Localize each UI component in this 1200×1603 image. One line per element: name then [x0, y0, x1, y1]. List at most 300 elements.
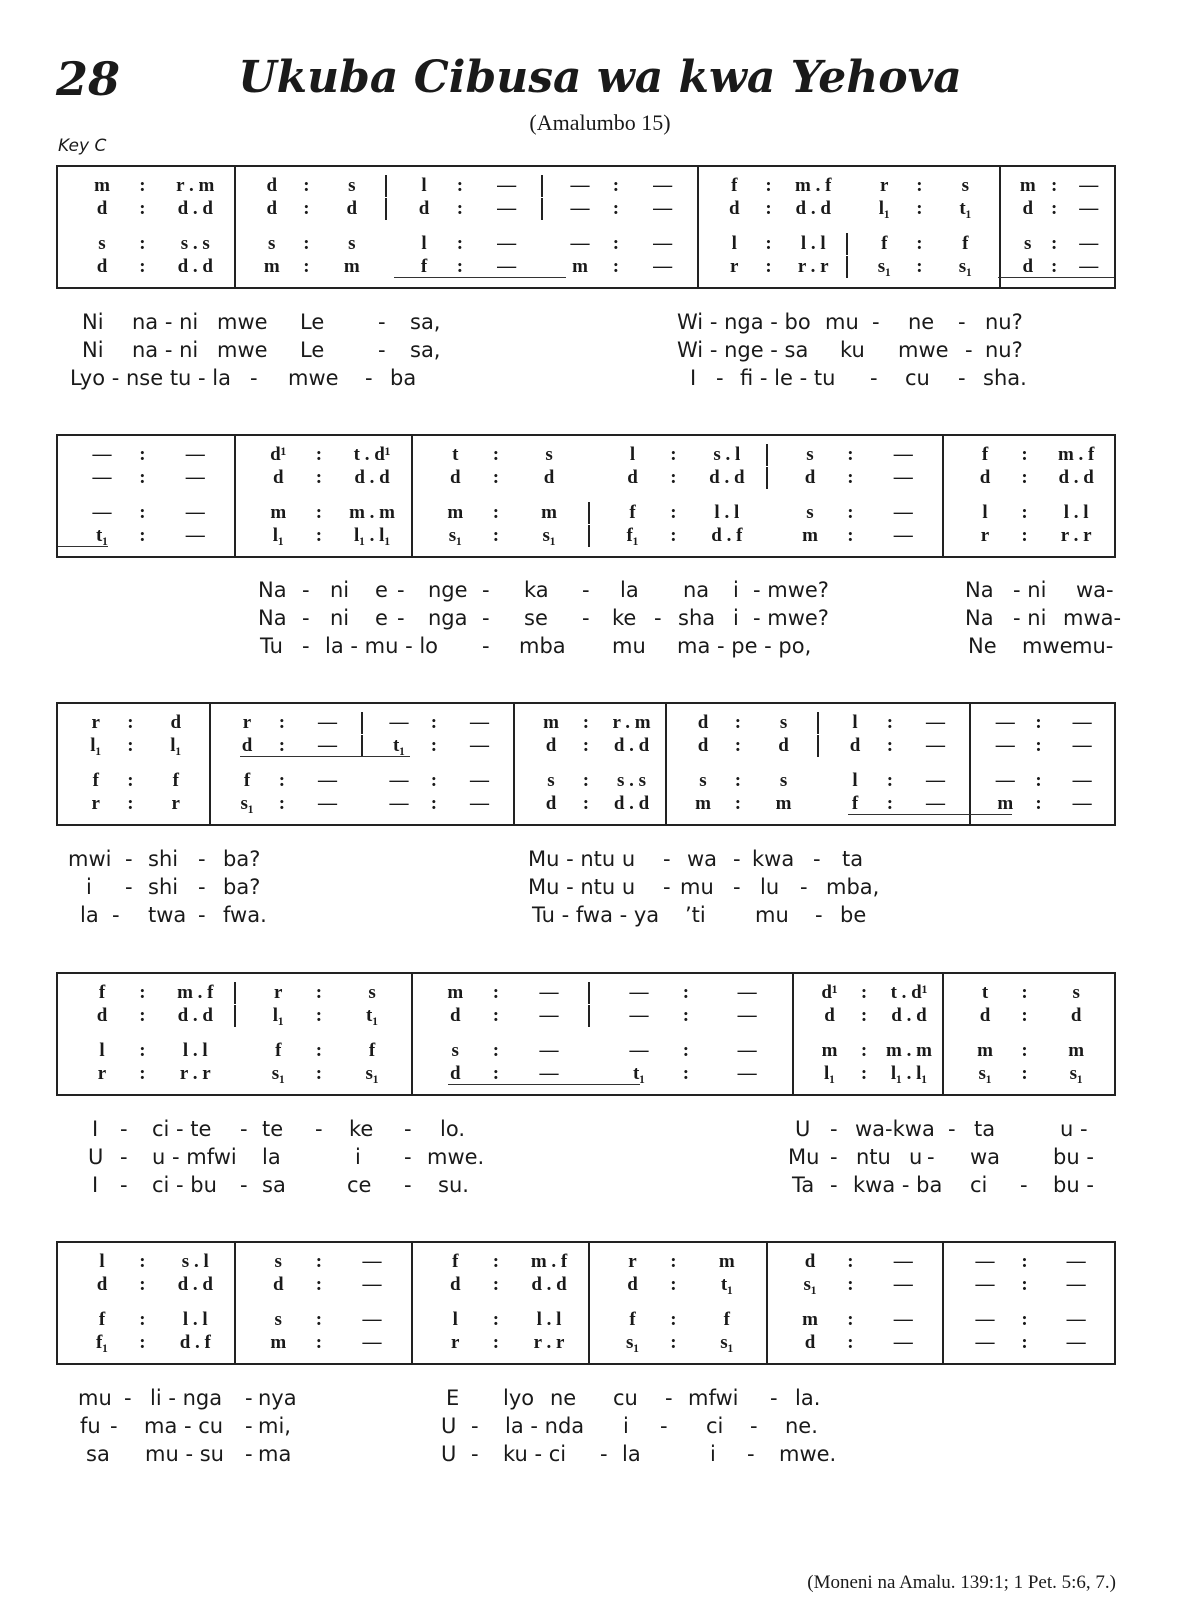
note: m . m	[349, 502, 395, 523]
lyric-syllable: mwe	[288, 366, 339, 390]
note: m . m	[886, 1040, 932, 1061]
lyric-syllable: ba?	[223, 847, 261, 871]
beat-colon: :	[670, 1251, 677, 1272]
lyric-syllable: nge	[428, 578, 468, 602]
note: l . l	[182, 1040, 208, 1061]
lyric-syllable: mfwi	[688, 1386, 739, 1410]
lyric-syllable: i	[733, 606, 739, 630]
note: f	[452, 1251, 459, 1272]
note: r	[242, 712, 252, 733]
lyric-syllable: -	[302, 606, 310, 630]
lyric-syllable: ku - ci	[503, 1442, 567, 1466]
lyric-syllable: Le	[300, 338, 325, 362]
beat-colon: :	[303, 233, 310, 254]
lyric-syllable: I	[92, 1117, 99, 1141]
lyric-syllable: -	[198, 847, 206, 871]
note: d . d	[613, 793, 650, 814]
note: d . d	[709, 467, 745, 488]
note: l₁	[878, 198, 890, 219]
lyric-syllable: ’ti	[685, 903, 706, 927]
note: d	[96, 198, 108, 219]
note: f	[98, 982, 106, 1003]
beat-colon: :	[139, 502, 146, 523]
lyric-syllable: mi,	[258, 1414, 291, 1438]
note: s	[806, 444, 814, 465]
beat-colon: :	[682, 982, 690, 1003]
lyric-syllable: -	[404, 1145, 412, 1169]
lyric-syllable: Tu	[260, 634, 283, 658]
lyric-syllable: mwa-	[1063, 606, 1122, 630]
beat-colon: :	[278, 712, 286, 733]
key-signature: Key C	[58, 136, 107, 156]
lyric-syllable: -	[482, 578, 490, 602]
note: t . d¹	[353, 444, 391, 465]
lyric-syllable: sha	[678, 606, 716, 630]
beat-colon: :	[278, 793, 286, 814]
held-note-underline	[58, 546, 108, 547]
lyric-syllable: mwe	[217, 310, 268, 334]
sol-fa-system	[56, 165, 1116, 289]
beat-colon: :	[847, 1332, 854, 1353]
note: d . d	[1058, 467, 1094, 488]
note: l	[99, 1251, 105, 1272]
lyric-syllable: -	[813, 847, 821, 871]
lyric-syllable: li - nga	[150, 1386, 223, 1410]
note: —	[926, 712, 946, 733]
lyric-syllable: -	[747, 1442, 755, 1466]
note: l	[852, 770, 858, 791]
beat-colon: :	[682, 1005, 690, 1026]
note: s . l	[181, 1251, 209, 1272]
note: l . l	[536, 1309, 562, 1330]
lyric-syllable: ci - bu	[152, 1173, 217, 1197]
note: m	[447, 502, 464, 523]
lyric-syllable: -	[125, 847, 133, 871]
beat-colon: :	[682, 1063, 690, 1084]
note: —	[318, 735, 338, 756]
note: d	[272, 1274, 284, 1295]
note: s	[1024, 233, 1032, 254]
lyric-syllable: ma - cu	[144, 1414, 224, 1438]
lyric-syllable: ne.	[785, 1414, 818, 1438]
note: m	[802, 525, 818, 546]
note: f	[98, 1309, 106, 1330]
note: —	[737, 982, 757, 1003]
beat-colon: :	[139, 467, 146, 488]
note: —	[975, 1251, 995, 1272]
beat-colon: :	[430, 793, 438, 814]
lyric-syllable: -	[582, 578, 590, 602]
beat-colon: :	[492, 1251, 500, 1272]
note: l . l	[800, 233, 826, 254]
note: —	[893, 502, 913, 523]
beat-colon: :	[139, 1040, 146, 1061]
lyric-syllable: mwe	[898, 338, 949, 362]
note: r	[97, 1063, 107, 1084]
beat-colon: :	[1021, 1274, 1028, 1295]
note: d	[1022, 198, 1034, 219]
beat-colon: :	[1051, 175, 1058, 196]
lyric-syllable: mba	[519, 634, 566, 658]
beat-colon: :	[492, 467, 500, 488]
beat-colon: :	[612, 175, 620, 196]
lyric-syllable: cu	[905, 366, 930, 390]
beat-colon: :	[139, 982, 146, 1003]
note: —	[362, 1309, 382, 1330]
lyric-syllable: -	[112, 903, 120, 927]
note: m	[1019, 175, 1036, 196]
lyric-syllable: -	[397, 606, 405, 630]
sol-fa-system	[56, 702, 1116, 826]
note: —	[539, 1063, 559, 1084]
lyric-syllable: I	[92, 1173, 99, 1197]
beat-colon: :	[1021, 525, 1028, 546]
beat-colon: :	[1021, 1005, 1028, 1026]
lyric-syllable: ci - te	[152, 1117, 212, 1141]
note: —	[185, 467, 205, 488]
lyric-syllable: ni	[330, 606, 350, 630]
note: t₁	[959, 198, 972, 219]
beat-colon: :	[139, 1274, 146, 1295]
note: l	[982, 502, 988, 523]
note: l₁	[272, 1005, 284, 1026]
note: —	[737, 1040, 757, 1061]
note: —	[470, 793, 490, 814]
note: l₁ . l₁	[353, 525, 391, 546]
beat-colon: :	[139, 1063, 146, 1084]
beat-colon: :	[886, 735, 894, 756]
beat-colon: :	[139, 175, 146, 196]
note: t₁	[392, 735, 406, 756]
beat-colon: :	[612, 198, 620, 219]
note: —	[470, 770, 490, 791]
lyric-syllable: i	[623, 1414, 629, 1438]
note: d	[627, 467, 638, 488]
lyric-syllable: lo.	[440, 1117, 465, 1141]
note: —	[318, 793, 338, 814]
beat-colon: :	[670, 525, 677, 546]
lyric-syllable: -	[663, 847, 671, 871]
note: —	[389, 793, 409, 814]
lyric-syllable: twa	[148, 903, 187, 927]
note: s	[274, 1309, 282, 1330]
note: f	[881, 233, 888, 254]
note: d	[1022, 256, 1034, 277]
beat-colon: :	[492, 982, 500, 1003]
lyric-syllable: mwe	[1022, 634, 1073, 658]
note: l	[731, 233, 737, 254]
lyric-syllable: i	[733, 578, 739, 602]
lyric-syllable: la	[620, 578, 639, 602]
held-note-underline	[394, 277, 566, 278]
lyric-syllable: la.	[795, 1386, 821, 1410]
lyric-syllable: -	[1020, 1173, 1028, 1197]
note: —	[926, 770, 946, 791]
beat-colon: :	[1021, 1251, 1028, 1272]
note: m	[802, 1309, 818, 1330]
lyric-syllable: nu?	[985, 310, 1023, 334]
lyric-syllable: bu -	[1053, 1145, 1094, 1169]
note: d	[96, 1274, 108, 1295]
note: d	[449, 1274, 461, 1295]
beat-colon: :	[886, 770, 894, 791]
note: t₁	[720, 1274, 733, 1295]
lyric-syllable: Na	[965, 606, 994, 630]
note: r	[451, 1332, 460, 1353]
note: s₁	[958, 256, 972, 277]
beat-colon: :	[916, 198, 923, 219]
lyric-syllable: -	[927, 1145, 935, 1169]
note: s	[268, 233, 276, 254]
note: d	[545, 793, 557, 814]
beat-colon: :	[916, 175, 923, 196]
note: f	[92, 770, 99, 791]
beat-colon: :	[860, 1040, 868, 1061]
lyric-syllable: ma	[258, 1442, 292, 1466]
beat-colon: :	[582, 793, 590, 814]
note: s	[368, 982, 376, 1003]
note: d	[979, 467, 991, 488]
lyric-syllable: la - mu - lo	[325, 634, 439, 658]
note: f	[629, 1309, 636, 1330]
lyric-syllable: -	[302, 578, 310, 602]
note: d	[545, 735, 557, 756]
note: d . f	[179, 1332, 211, 1353]
lyric-syllable: -	[750, 1414, 758, 1438]
note: —	[995, 770, 1015, 791]
beat-colon: :	[847, 467, 854, 488]
note: —	[570, 233, 590, 254]
note: m	[263, 256, 280, 277]
beat-colon: :	[456, 256, 464, 277]
lyric-syllable: U	[795, 1117, 811, 1141]
note: f₁	[626, 525, 639, 546]
note: —	[893, 467, 913, 488]
note: l	[852, 712, 858, 733]
beat-colon: :	[127, 793, 134, 814]
lyric-syllable: wa	[687, 847, 718, 871]
note: —	[1072, 712, 1092, 733]
lyric-syllable: mwi	[68, 847, 112, 871]
note: f	[731, 175, 738, 196]
beat-colon: :	[430, 770, 438, 791]
note: —	[470, 712, 490, 733]
beat-colon: :	[1021, 982, 1028, 1003]
note: m	[775, 793, 792, 814]
note: d . d	[531, 1274, 567, 1295]
beat-colon: :	[315, 982, 323, 1003]
note: m	[572, 256, 588, 277]
beat-colon: :	[139, 256, 146, 277]
beat-colon: :	[765, 256, 772, 277]
note: —	[539, 982, 559, 1003]
note: s₁	[271, 1063, 285, 1084]
lyric-syllable: -	[120, 1145, 128, 1169]
note: d	[449, 467, 461, 488]
lyric-syllable: ke	[612, 606, 637, 630]
note: d	[449, 1005, 461, 1026]
lyric-syllable: Wi - nge - sa	[677, 338, 809, 362]
lyric-syllable: nga	[428, 606, 468, 630]
note: d	[346, 198, 358, 219]
beat-colon: :	[1035, 793, 1042, 814]
beat-colon: :	[670, 1274, 677, 1295]
beat-colon: :	[860, 1005, 868, 1026]
note: —	[893, 525, 913, 546]
note: f	[368, 1040, 376, 1061]
beat-colon: :	[670, 1332, 677, 1353]
note: m	[997, 793, 1014, 814]
note: s . l	[713, 444, 741, 465]
lyric-syllable: shi	[148, 875, 179, 899]
note: —	[497, 198, 517, 219]
note: d	[697, 735, 709, 756]
lyric-syllable: sha.	[983, 366, 1027, 390]
note: l₁	[824, 1063, 835, 1084]
note: f	[723, 1309, 730, 1330]
beat-colon: :	[1021, 1040, 1028, 1061]
note: t	[981, 982, 989, 1003]
lyric-syllable: -	[482, 606, 490, 630]
note: s₁	[240, 793, 254, 814]
note: r . m	[176, 175, 215, 196]
note: s₁	[877, 256, 891, 277]
beat-colon: :	[847, 1274, 854, 1295]
lyric-syllable: - ni	[1013, 606, 1047, 630]
note: l	[421, 175, 427, 196]
lyric-syllable: U	[88, 1145, 104, 1169]
note: l	[452, 1309, 458, 1330]
lyric-syllable: lu	[760, 875, 780, 899]
note: r . r	[533, 1332, 565, 1353]
note: —	[362, 1332, 382, 1353]
lyric-syllable: ne	[550, 1386, 577, 1410]
lyric-syllable: -	[245, 1386, 253, 1410]
note: —	[653, 175, 673, 196]
song-subtitle: (Amalumbo 15)	[529, 110, 671, 135]
lyric-syllable: -	[965, 338, 973, 362]
note: —	[893, 1251, 913, 1272]
note: r	[171, 793, 180, 814]
note: s	[348, 233, 356, 254]
beat-colon: :	[860, 982, 868, 1003]
lyric-syllable: kwa - ba	[853, 1173, 943, 1197]
lyric-syllable: na - ni	[132, 310, 199, 334]
lyric-syllable: -	[471, 1414, 479, 1438]
note: m	[343, 256, 360, 277]
lyric-syllable: -	[240, 1117, 248, 1141]
lyric-syllable: Mu - ntu u	[528, 847, 636, 871]
note: s . s	[617, 770, 647, 791]
lyric-syllable: mu	[825, 310, 859, 334]
beat-colon: :	[127, 735, 134, 756]
beat-colon: :	[886, 793, 894, 814]
lyric-syllable: ci	[970, 1173, 988, 1197]
note: s	[1072, 982, 1080, 1003]
note: m	[94, 175, 110, 196]
beat-colon: :	[430, 712, 438, 733]
note: s	[451, 1040, 459, 1061]
note: f₁	[95, 1332, 109, 1353]
lyric-syllable: -	[120, 1173, 128, 1197]
note: —	[653, 198, 673, 219]
lyric-syllable: fu	[80, 1414, 101, 1438]
note: —	[1072, 770, 1092, 791]
lyric-syllable: te	[262, 1117, 284, 1141]
lyric-syllable: wa-	[1076, 578, 1114, 602]
note: —	[92, 467, 112, 488]
note: s	[545, 444, 553, 465]
note: m . f	[177, 982, 214, 1003]
note: s	[961, 175, 970, 196]
note: d	[979, 1005, 991, 1026]
lyric-syllable: la - nda	[505, 1414, 585, 1438]
beat-colon: :	[847, 444, 854, 465]
lyric-syllable: -	[404, 1173, 412, 1197]
lyric-syllable: mu - su	[145, 1442, 224, 1466]
note: d	[266, 198, 278, 219]
lyric-syllable: shi	[148, 847, 179, 871]
note: —	[362, 1274, 382, 1295]
note: s₁	[542, 525, 556, 546]
lyric-syllable: Na	[965, 578, 994, 602]
note: —	[497, 256, 517, 277]
beat-colon: :	[492, 444, 500, 465]
note: t₁	[632, 1063, 646, 1084]
lyric-syllable: mu	[755, 903, 789, 927]
lyric-syllable: -	[663, 875, 671, 899]
note: m	[718, 1251, 735, 1272]
lyric-syllable: ne	[908, 310, 935, 334]
beat-colon: :	[315, 1309, 323, 1330]
beat-colon: :	[278, 770, 286, 791]
lyric-syllable: mu	[78, 1386, 112, 1410]
lyric-syllable: ku	[840, 338, 865, 362]
note: f	[275, 1040, 282, 1061]
note: l₁	[272, 525, 284, 546]
note: r . r	[797, 256, 829, 277]
lyric-syllable: ta	[842, 847, 864, 871]
lyric-syllable: -	[365, 366, 373, 390]
beat-colon: :	[278, 735, 286, 756]
note: d	[849, 735, 861, 756]
note: —	[362, 1251, 382, 1272]
beat-colon: :	[139, 198, 146, 219]
lyric-syllable: Lyo - nse tu - la	[70, 366, 231, 390]
beat-colon: :	[1035, 770, 1042, 791]
lyric-syllable: -	[120, 1117, 128, 1141]
lyric-syllable: la	[622, 1442, 641, 1466]
note: —	[893, 1274, 913, 1295]
lyric-syllable: U	[441, 1442, 457, 1466]
lyric-syllable: -	[830, 1117, 838, 1141]
note: d . d	[613, 735, 650, 756]
lyric-syllable: fwa.	[223, 903, 267, 927]
note: —	[1079, 175, 1099, 196]
beat-colon: :	[315, 1251, 323, 1272]
beat-colon: :	[734, 793, 742, 814]
note: r . m	[612, 712, 651, 733]
note: —	[1066, 1274, 1086, 1295]
beat-colon: :	[139, 1251, 146, 1272]
song-number: 28	[56, 52, 121, 106]
lyric-syllable: mwe.	[427, 1145, 485, 1169]
lyric-syllable: fi - le - tu	[740, 366, 836, 390]
beat-colon: :	[456, 175, 464, 196]
beat-colon: :	[139, 1005, 146, 1026]
beat-colon: :	[1021, 1309, 1028, 1330]
lyric-syllable: ka	[524, 578, 549, 602]
